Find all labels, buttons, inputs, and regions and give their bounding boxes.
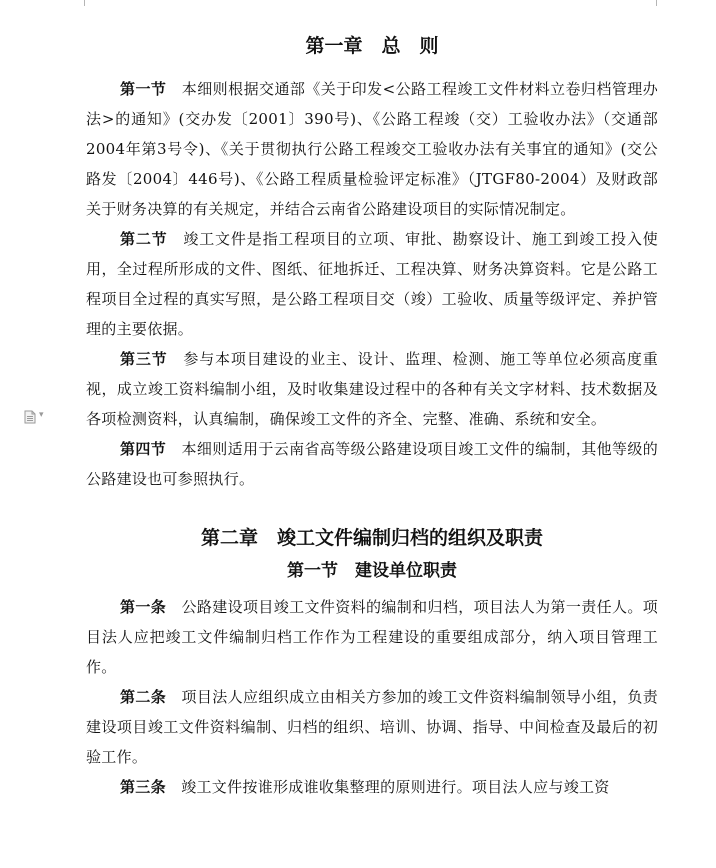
article-paragraph-2: 第二条 项目法人应组织成立由相关方参加的竣工文件资料编制领导小组，负责建设项目竣工文件资料编制、归档的组织、培训、协调、指导、中间检查及最后的初验工作。	[86, 688, 658, 766]
chapter2-title: 第二章 竣工文件编制归档的组织及职责	[200, 527, 543, 549]
chapter1-paragraph-1: 第一节 本细则根据交通部《关于印发<公路工程竣工文件材料立卷归档管理办法>的通知》(交办发〔2001〕390号)、《公路工程竣（交）工验收办法》（交通部2004年第3号令)、《关于贯彻执行公路工程竣交工验收办法有关事宜的通知》(交公路发〔2004〕446号)、《公路工程质量检验评定标准》（JTGF80-2004）及财政部关于财务决算的有关规定，并结合云南省公路建设项目的实际情况制定。	[86, 80, 659, 218]
chapter1-paragraph-2: 第二节 竣工文件是指工程项目的立项、审批、勘察设计、施工到竣工投入使用，全过程所形成的文件、图纸、征地拆迁、工程决算、财务决算资料。它是公路工程项目全过程的真实写照，是公路工程项目交（竣）工验收、质量等级评定、养护管理的主要依据。	[86, 230, 658, 338]
chapter1-title: 第一章 总 则	[305, 35, 439, 57]
page-corner-mark-right	[656, 0, 675, 6]
document-icon	[24, 410, 36, 424]
chapter1-paragraph-4: 第四节 本细则适用于云南省高等级公路建设项目竣工文件的编制，其他等级的公路建设也可参照执行。	[86, 440, 658, 488]
article-paragraph-1: 第一条 公路建设项目竣工文件资料的编制和归档，项目法人为第一责任人。项目法人应把竣工文件编制归档工作作为工程建设的重要组成部分，纳入项目管理工作。	[86, 598, 658, 676]
section-title: 第一节 建设单位职责	[287, 561, 457, 581]
chapter1-paragraph-3: 第三节 参与本项目建设的业主、设计、监理、检测、施工等单位必须高度重视，成立竣工资料编制小组，及时收集建设过程中的各种有关文字材料、技术数据及各项检测资料，认真编制，确保竣工文件的齐全、完整、准确、系统和安全。	[86, 350, 658, 428]
chevron-down-icon: ▾	[39, 410, 44, 420]
page-corner-mark-left	[66, 0, 85, 6]
article-paragraph-3: 第三条 竣工文件按谁形成谁收集整理的原则进行。项目法人应与竣工资	[120, 778, 610, 796]
paragraph-options-handle[interactable]	[24, 410, 44, 424]
document-body	[86, 28, 658, 802]
